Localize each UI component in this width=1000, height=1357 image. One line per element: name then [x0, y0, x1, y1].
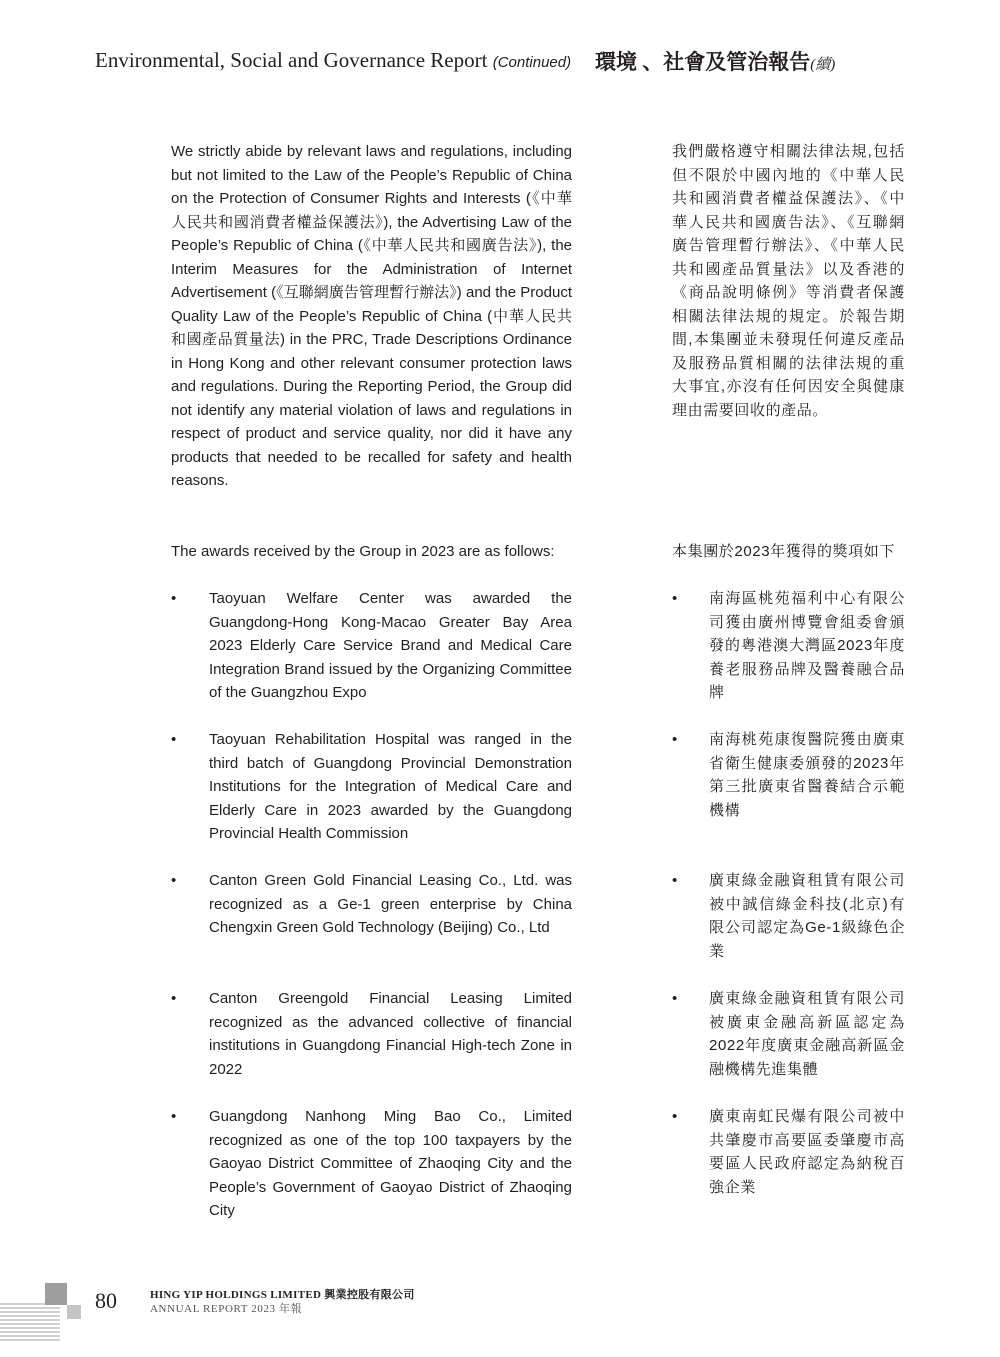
award-text-en: Taoyuan Welfare Center was awarded the Guangdong-Hong Kong-Macao Greater Bay Area 2023 Elderly Care Service Brand and Medical Care Integration Brand issued by the Organizing Committee of the Guangzhou Expo — [209, 590, 572, 701]
bullet-icon: • — [171, 1108, 177, 1125]
company-name: HING YIP HOLDINGS LIMITED 興業控股有限公司 — [150, 1289, 415, 1301]
award-text-zh: 南海桃苑康復醫院獲由廣東省衛生健康委頒發的2023年第三批廣東省醫養結合示範機構 — [709, 731, 905, 819]
page-header — [95, 46, 915, 76]
award-text-en: Canton Green Gold Financial Leasing Co., Ltd. was recognized as a Ge-1 green enterprise by China Chengxin Green Gold Technology (Beijing) Co., Ltd — [209, 872, 572, 936]
header-title-en: Environmental, Social and Governance Report (Continued) — [95, 48, 572, 72]
bullet-icon: • — [171, 731, 177, 748]
intro-paragraph-en: We strictly abide by relevant laws and regulations, including but not limited to the Law of the People’s Republic of China on the Protection of Consumer Rights and Interests (《中華人民共和國消費者權益保護法》), the Advertising Law of the People’s Republic of China (《中華人民共和國廣告法》), the Interim Measures for the Administration of Internet Advertisement (《互聯網廣告管理暫行辦法》) and the Product Quality Law of the People’s Republic of China (中華人民共和國產品質量法) in the PRC, Trade Descriptions Ordinance in Hong Kong and other relevant consumer protection laws and regulations. During the Reporting Period, the Group did not identify any material violation of laws and regulations in respect of product and service quality, nor did it have any products that needed to be recalled for safety and health reasons. — [171, 143, 572, 489]
bullet-icon: • — [672, 990, 678, 1007]
page-number: 80 — [95, 1288, 117, 1313]
decorative-square-small — [67, 1305, 81, 1319]
decorative-stripes — [0, 1303, 60, 1343]
awards-intro-zh: 本集團於2023年獲得的獎項如下 — [672, 543, 895, 560]
bullet-icon: • — [171, 872, 177, 889]
awards-intro-en: The awards received by the Group in 2023 are as follows: — [171, 543, 555, 560]
page-footer — [0, 1280, 1000, 1357]
header-title-zh: 環境 、社會及管治報告(續) — [595, 50, 836, 74]
intro-paragraph-zh: 我們嚴格遵守相關法律法規,包括但不限於中國內地的《中華人民共和國消費者權益保護法》、《中華人民共和國廣告法》、《互聯網廣告管理暫行辦法》、《中華人民共和國產品質量法》以及香港的《商品說明條例》等消費者保護相關法律法規的規定。於報告期間,本集團並未發現任何違反產品及服務品質相關的法律法規的重大事宜,亦沒有任何因安全與健康理由需要回收的產品。 — [672, 143, 905, 419]
award-text-zh: 廣東綠金融資租賃有限公司被廣東金融高新區認定為2022年度廣東金融高新區金融機構先進集體 — [709, 990, 905, 1078]
award-text-en: Canton Greengold Financial Leasing Limited recognized as the advanced collective of financial institutions in Guangdong Financial High-tech Zone in 2022 — [209, 990, 572, 1078]
bullet-icon: • — [672, 1108, 678, 1125]
bullet-icon: • — [171, 590, 177, 607]
report-title: ANNUAL REPORT 2023 年報 — [150, 1303, 303, 1315]
award-text-zh: 南海區桃苑福利中心有限公司獲由廣州博覽會組委會頒發的粵港澳大灣區2023年度養老服務品牌及醫養融合品牌 — [709, 590, 905, 701]
award-text-zh: 廣東綠金融資租賃有限公司被中誠信綠金科技(北京)有限公司認定為Ge-1級綠色企業 — [709, 872, 905, 960]
award-text-zh: 廣東南虹民爆有限公司被中共肇慶市高要區委肇慶市高要區人民政府認定為納稅百強企業 — [709, 1108, 905, 1196]
bullet-icon: • — [672, 731, 678, 748]
award-text-en: Guangdong Nanhong Ming Bao Co., Limited recognized as one of the top 100 taxpayers by the Gaoyao District Committee of Zhaoqing City and the People’s Government of Gaoyao District of Zhaoqing City — [209, 1108, 572, 1219]
bullet-icon: • — [672, 590, 678, 607]
bullet-icon: • — [171, 990, 177, 1007]
decorative-square — [45, 1283, 67, 1305]
award-text-en: Taoyuan Rehabilitation Hospital was ranged in the third batch of Guangdong Provincial Demonstration Institutions for the Integration of Medical Care and Elderly Care in 2023 awarded by the Guangdong Provincial Health Commission — [209, 731, 572, 842]
bullet-icon: • — [672, 872, 678, 889]
header-continued-en: (Continued) — [492, 54, 572, 71]
header-continued-zh: (續) — [810, 57, 836, 73]
